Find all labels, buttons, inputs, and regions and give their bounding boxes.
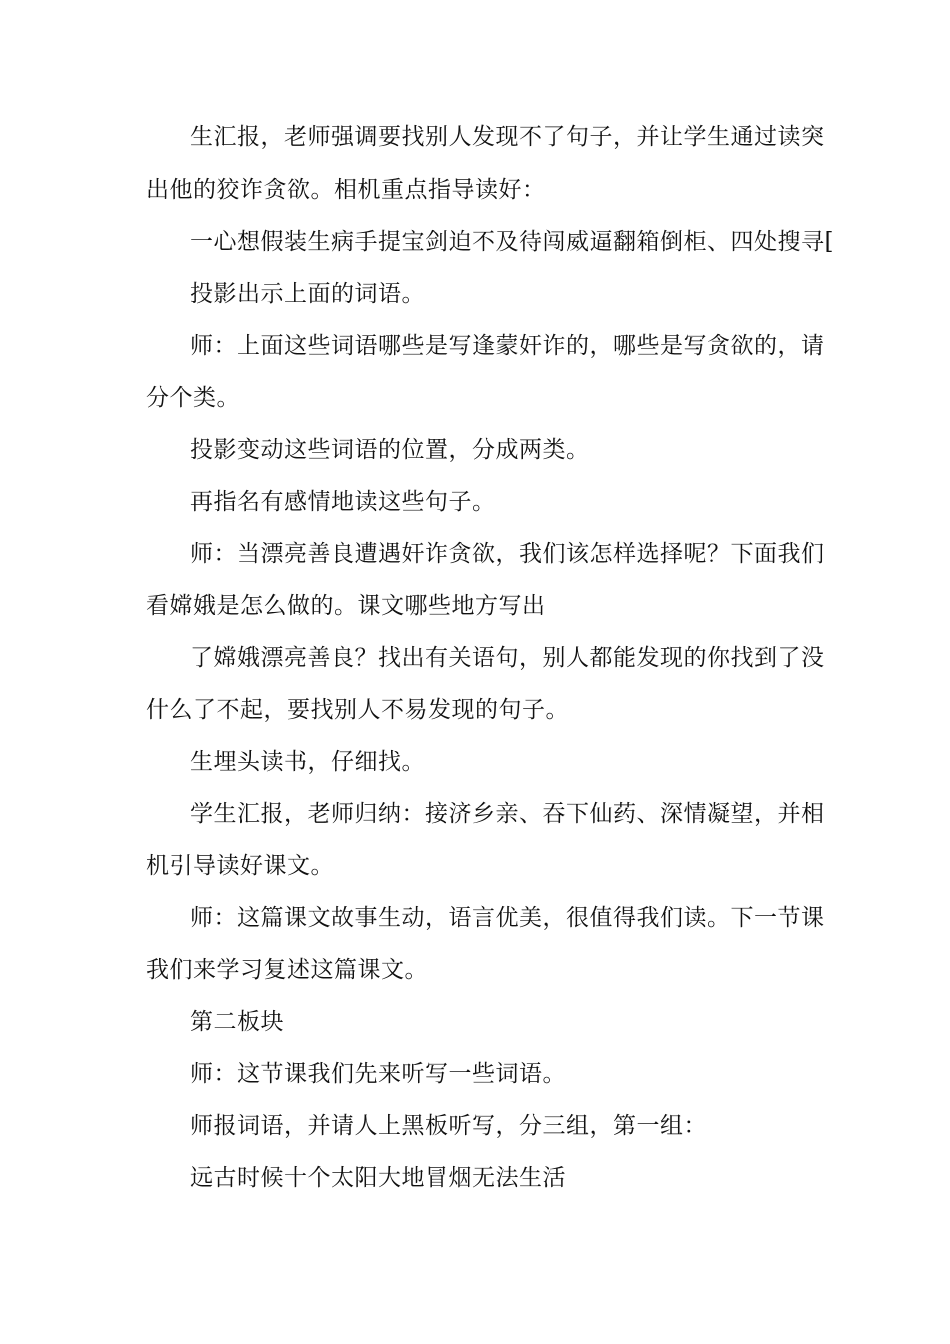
text-line: 师报词语，并请人上黑板听写，分三组，第一组： [190,1113,707,1139]
text-line: 生汇报，老师强调要找别人发现不了句子，并让学生通过读突 [190,124,825,150]
text-line: 了嫦娥漂亮善良？找出有关语句，别人都能发现的你找到了没 [190,645,825,671]
text-line: 远古时候十个太阳大地冒烟无法生活 [190,1165,566,1191]
section-heading: 第二板块 [190,1009,284,1035]
text-line: 出他的狡诈贪欲。相机重点指导读好： [146,177,546,203]
text-line: 师：这篇课文故事生动，语言优美，很值得我们读。下一节课 [190,905,825,931]
text-line: 学生汇报，老师归纳：接济乡亲、吞下仙药、深情凝望，并相 [190,801,825,827]
text-line: 投影变动这些词语的位置，分成两类。 [190,437,590,463]
text-line: 投影出示上面的词语。 [190,281,425,307]
text-line: 什么了不起，要找别人不易发现的句子。 [146,697,569,723]
text-line: 生埋头读书，仔细找。 [190,749,425,775]
text-line: 我们来学习复述这篇课文。 [146,957,428,983]
text-line: 师：当漂亮善良遭遇奸诈贪欲，我们该怎样选择呢？下面我们 [190,541,825,567]
text-line: 机引导读好课文。 [146,853,334,879]
text-line: 师：上面这些词语哪些是写逢蒙奸诈的，哪些是写贪欲的，请 [190,333,825,359]
text-line: 一心想假装生病手提宝剑迫不及待闯威逼翻箱倒柜、四处搜寻[ [190,229,834,255]
text-line: 看嫦娥是怎么做的。课文哪些地方写出 [146,593,546,619]
text-line: 再指名有感情地读这些句子。 [190,489,496,515]
text-line: 分个类。 [146,385,240,411]
text-line: 师：这节课我们先来听写一些词语。 [190,1061,566,1087]
